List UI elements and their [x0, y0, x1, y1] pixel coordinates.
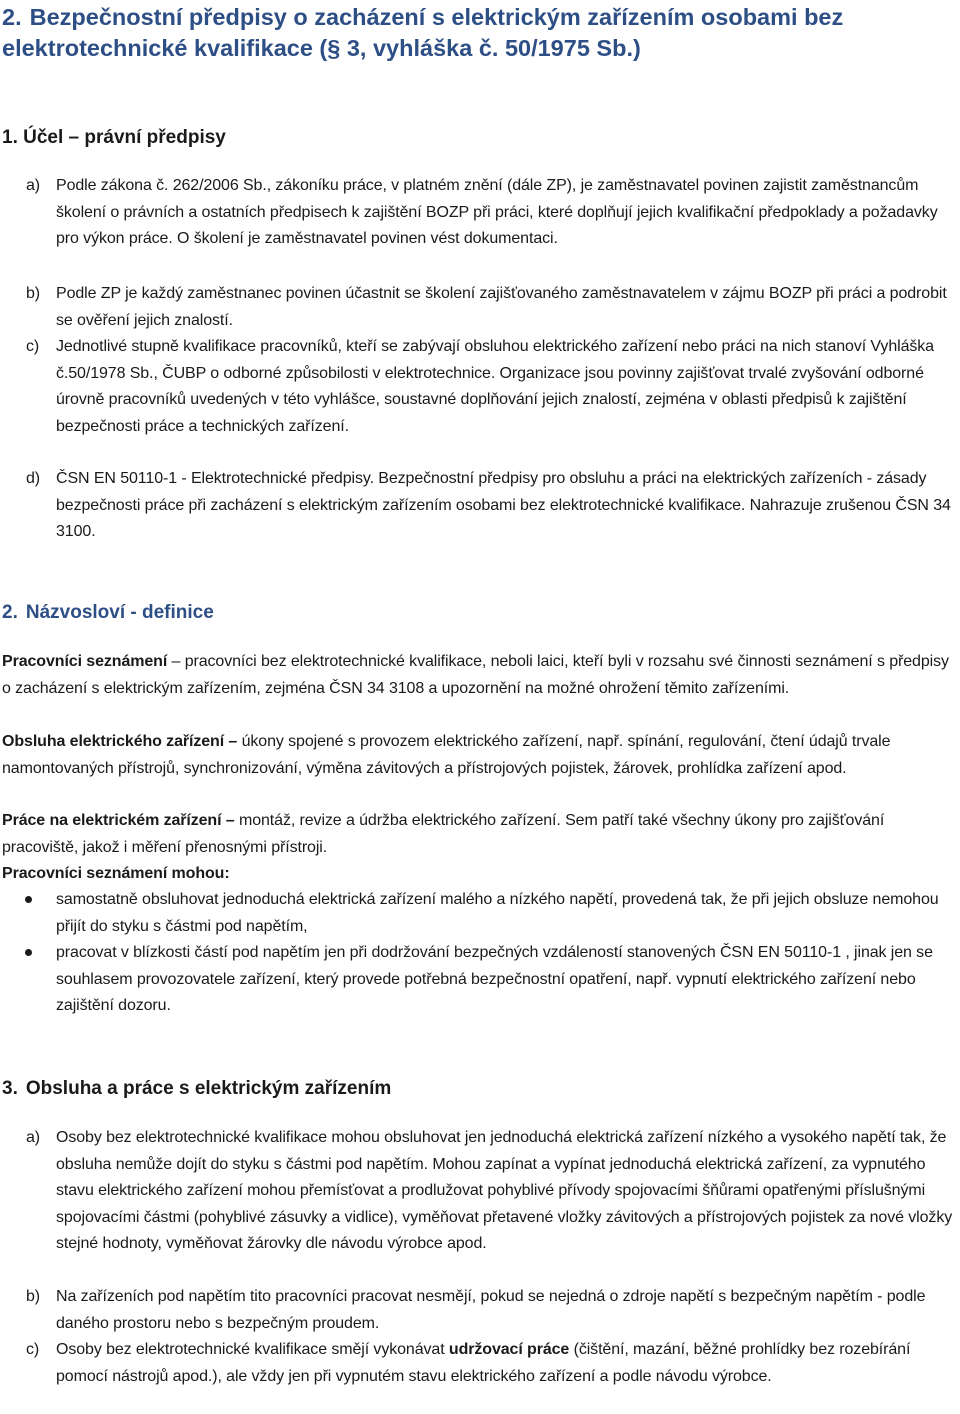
section3-item-b	[26, 1284, 958, 1337]
section3-heading	[2, 1077, 391, 1101]
list-item-bullet-1	[56, 887, 956, 940]
item-text-bold: udržovací práce	[448, 1341, 570, 1358]
definition-term: Obsluha elektrického zařízení –	[2, 733, 238, 750]
section1-item-d	[26, 466, 956, 546]
item-label: b)	[26, 1288, 41, 1305]
bullet-text: pracovat v blízkosti částí pod napětím jen při dodržování bezpečných vzdáleností stanovených ČSN EN 50110-1 , jinak jen se souhlasem provozovatele zařízení, který provede potřebná bezpečnostní opatření, např. vypnutí elektrického zařízení nebo zajištění dozoru.	[56, 944, 933, 1014]
item-text: Jednotlivé stupně kvalifikace pracovníků, kteří se zabývají obsluhou elektrického zařízení nebo práci na nich stanoví Vyhláška č.50/1978 Sb., ČUBP o odborné způsobilosti v elektrotechnice. Organizace jsou povinny zajišťovat trvalé zvyšování odborné úrovně pracovníků uvedených v této vyhlášce, soustavné doplňování jejich znalostí, zejména v oblasti předpisů k zajištění bezpečnosti práce a technických zařízení.	[56, 338, 934, 435]
definition-term: Pracovníci seznámení	[2, 653, 168, 670]
section2-title: Názvosloví - definice	[25, 602, 214, 623]
item-text-post: (čištění, mazání, běžné prohlídky bez rozebírání pomocí nástrojů apod.), ale vždy jen při vypnutém stavu elektrického zařízení a podle návodu výrobce.	[56, 1341, 911, 1385]
section2-heading	[2, 601, 214, 625]
section3-item-a	[26, 1125, 958, 1258]
list-item-bullet-2	[56, 940, 956, 1020]
item-label: d)	[26, 470, 41, 487]
section1-item-c	[26, 334, 956, 440]
item-text: ČSN EN 50110-1 - Elektrotechnické předpisy. Bezpečnostní předpisy pro obsluhu a práci na elektrických zařízeních - zásady bezpečnosti práce při zacházení s elektrickým zařízením osobami bez elektrotechnické kvalifikace. Nahrazuje zrušenou ČSN 34 3100.	[56, 470, 951, 540]
item-text: Osoby bez elektrotechnické kvalifikace mohou obsluhovat jen jednoduchá elektrická zařízení nízkého a vysokého napětí tak, že obsluha nemůže dojít do styku s částmi pod napětím. Mohou zapínat a vypínat jednoduchá elektrická zařízení, za vypnutého stavu elektrického zařízení mohou přemísťovat a prodlužovat pohyblivé přívody spojovacími šňůrami opatřenými příslušnými spojovacími částmi (pohyblivé zásuvky a vidlice), vyměňovat přetavené vložky závitových a přístrojových pojistek za nové vložky stejné hodnoty, vyměňovat žárovky dle návodu výrobce apod.	[56, 1129, 953, 1252]
definition-seznameni	[2, 649, 952, 702]
section1-item-a	[26, 173, 956, 253]
definition-text: montáž, revize a údržba elektrického zařízení. Sem patří také všechny úkony pro zajišťování pracoviště, jakož i měření přenosnými přístroji.	[2, 812, 885, 856]
document-title	[2, 2, 952, 64]
item-label: a)	[26, 177, 41, 194]
section2-number: 2.	[2, 602, 18, 623]
definition-prace	[2, 808, 952, 861]
definition-term: Práce na elektrickém zařízení –	[2, 812, 235, 829]
item-label: a)	[26, 1129, 41, 1146]
item-text: Podle ZP je každý zaměstnanec povinen účastnit se školení zajišťovaného zaměstnavatelem v zájmu BOZP při práci a podrobit se ověření jejich znalostí.	[56, 285, 947, 329]
item-text-pre: Osoby bez elektrotechnické kvalifikace smějí vykonávat	[56, 1341, 449, 1358]
definition-dash: –	[167, 653, 185, 670]
item-label: c)	[26, 338, 40, 355]
bullet-icon	[25, 949, 32, 956]
title-number: 2.	[2, 4, 22, 30]
definition-text: úkony spojené s provozem elektrického zařízení, např. spínání, regulování, čtení údajů trvale namontovaných přístrojů, synchronizování, výměna závitových a přístrojových pojistek, žárovek, prohlídka zařízení apod.	[2, 733, 891, 777]
section3-title: Obsluha a práce s elektrickým zařízením	[25, 1078, 392, 1099]
definition-obsluha	[2, 729, 952, 782]
title-text: Bezpečnostní předpisy o zacházení s elektrickým zařízením osobami bez elektrotechnické kvalifikace (§ 3, vyhláška č. 50/1975 Sb.)	[2, 4, 844, 61]
bullet-text: samostatně obsluhovat jednoduchá elektrická zařízení malého a nízkého napětí, provedená tak, že při jejich obsluze nemohou přijít do styku s částmi pod napětím,	[56, 891, 939, 935]
section1-item-b	[26, 281, 956, 334]
section3-item-c	[26, 1337, 958, 1390]
section3-number: 3.	[2, 1078, 18, 1099]
item-label: b)	[26, 285, 41, 302]
item-label: c)	[26, 1341, 40, 1358]
definition-text: pracovníci bez elektrotechnické kvalifikace, neboli laici, kteří byli v rozsahu své činnosti seznámení s předpisy o zacházení s elektrickým zařízením, zejména ČSN 34 3108 a upozornění na možné ohrožení těmito zařízeními.	[2, 653, 949, 697]
section1-heading: 1. Účel – právní předpisy	[2, 127, 226, 148]
item-text: Na zařízeních pod napětím tito pracovníci pracovat nesmějí, pokud se nejedná o zdroje napětí s bezpečným napětím - podle daného prostoru nebo s bezpečným proudem.	[56, 1288, 926, 1332]
bullet-icon	[25, 896, 32, 903]
can-heading: Pracovníci seznámení mohou:	[2, 865, 230, 882]
item-text: Podle zákona č. 262/2006 Sb., zákoníku práce, v platném znění (dále ZP), je zaměstnavatel povinen zajistit zaměstnancům školení o právních a ostatních předpisech k zajištění BOZP při práci, které doplňují jejich kvalifikační předpoklady a požadavky pro výkon práce. O školení je zaměstnavatel povinen vést dokumentaci.	[56, 177, 938, 247]
